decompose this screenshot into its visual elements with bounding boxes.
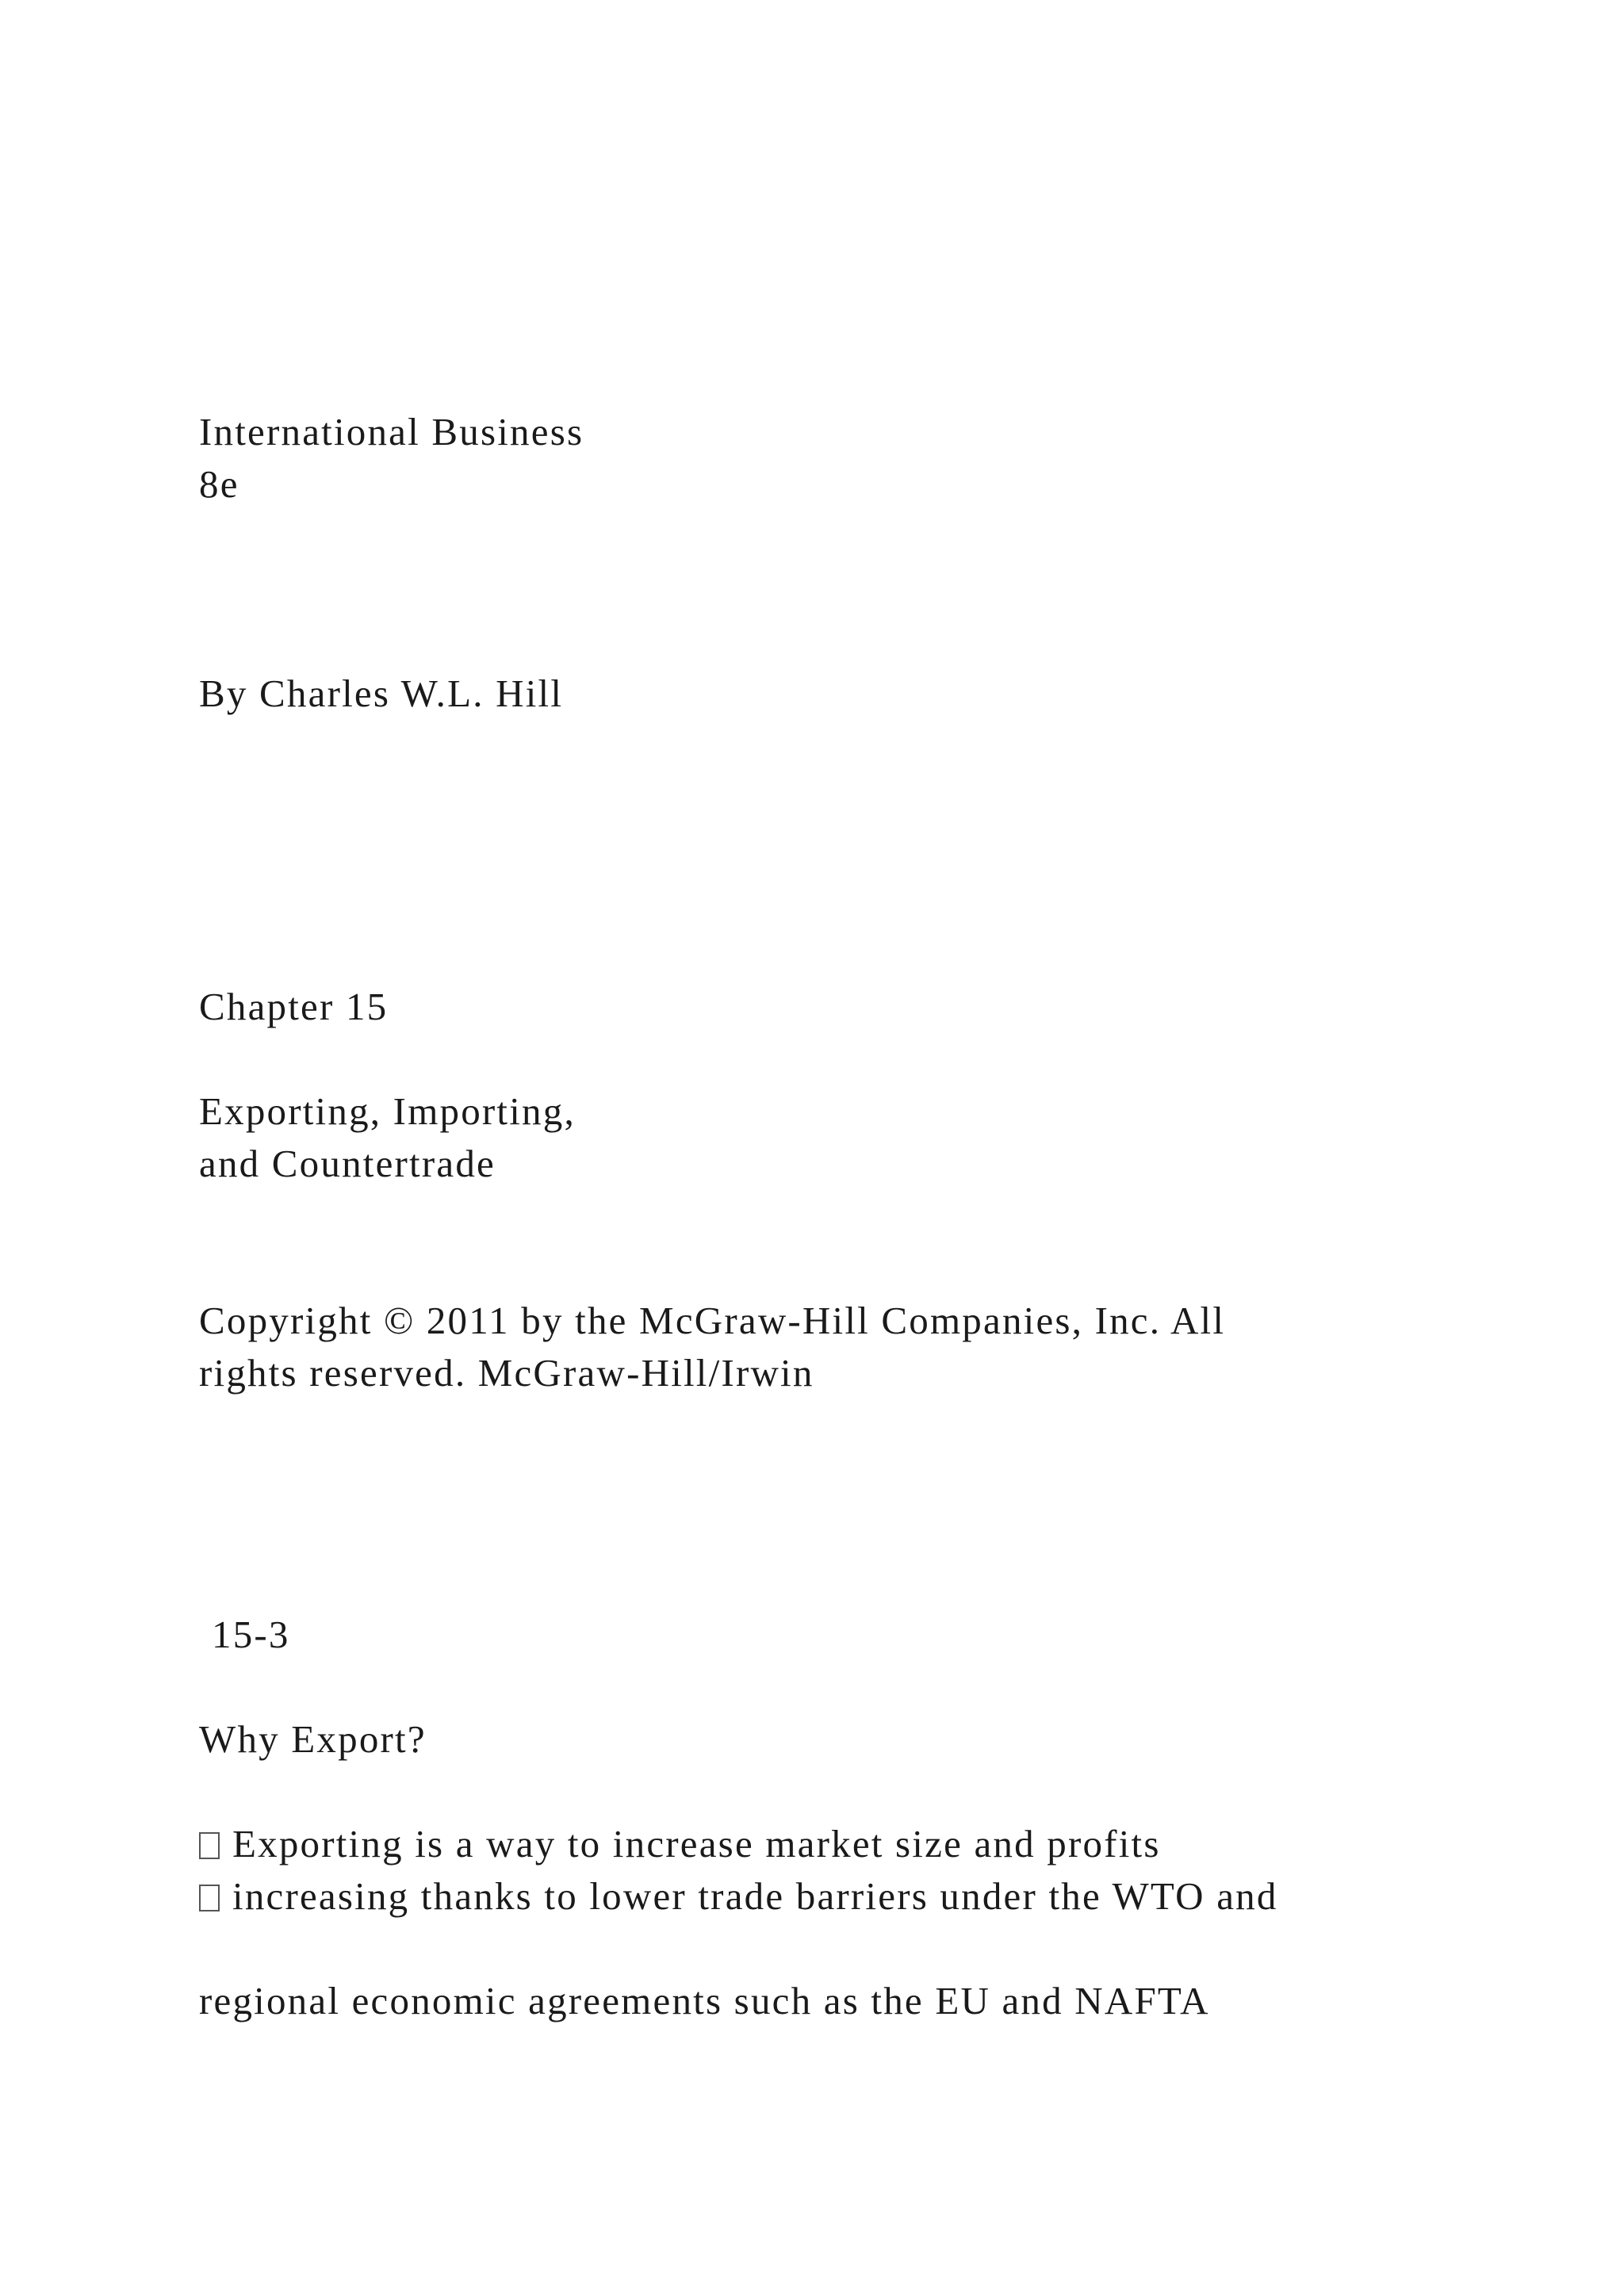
book-edition: 8e [199, 462, 239, 506]
book-author: By Charles W.L. Hill [199, 672, 564, 715]
missing-glyph-bullet-icon [199, 1885, 220, 1911]
bullet-text-2: increasing thanks to lower trade barriers under the WTO and [232, 1874, 1278, 1918]
chapter-title-line1: Exporting, Importing, [199, 1089, 576, 1133]
bullet-item-2 [199, 1870, 1278, 1923]
chapter-title-line2: and Countertrade [199, 1142, 496, 1185]
chapter-number: Chapter 15 [199, 985, 389, 1028]
section-heading: Why Export? [199, 1717, 427, 1761]
bullet-item-1 [199, 1818, 1161, 1870]
copyright-line2: rights reserved. McGraw-Hill/Irwin [199, 1351, 814, 1395]
bullet-text-1: Exporting is a way to increase market size and profits [232, 1822, 1161, 1866]
book-title: International Business [199, 410, 584, 453]
bullet-continuation: regional economic agreements such as the EU and NAFTA [199, 1979, 1210, 2022]
slide-number: 15-3 [212, 1613, 290, 1656]
missing-glyph-bullet-icon [199, 1832, 220, 1859]
copyright-line1: Copyright © 2011 by the McGraw-Hill Companies, Inc. All [199, 1299, 1226, 1342]
